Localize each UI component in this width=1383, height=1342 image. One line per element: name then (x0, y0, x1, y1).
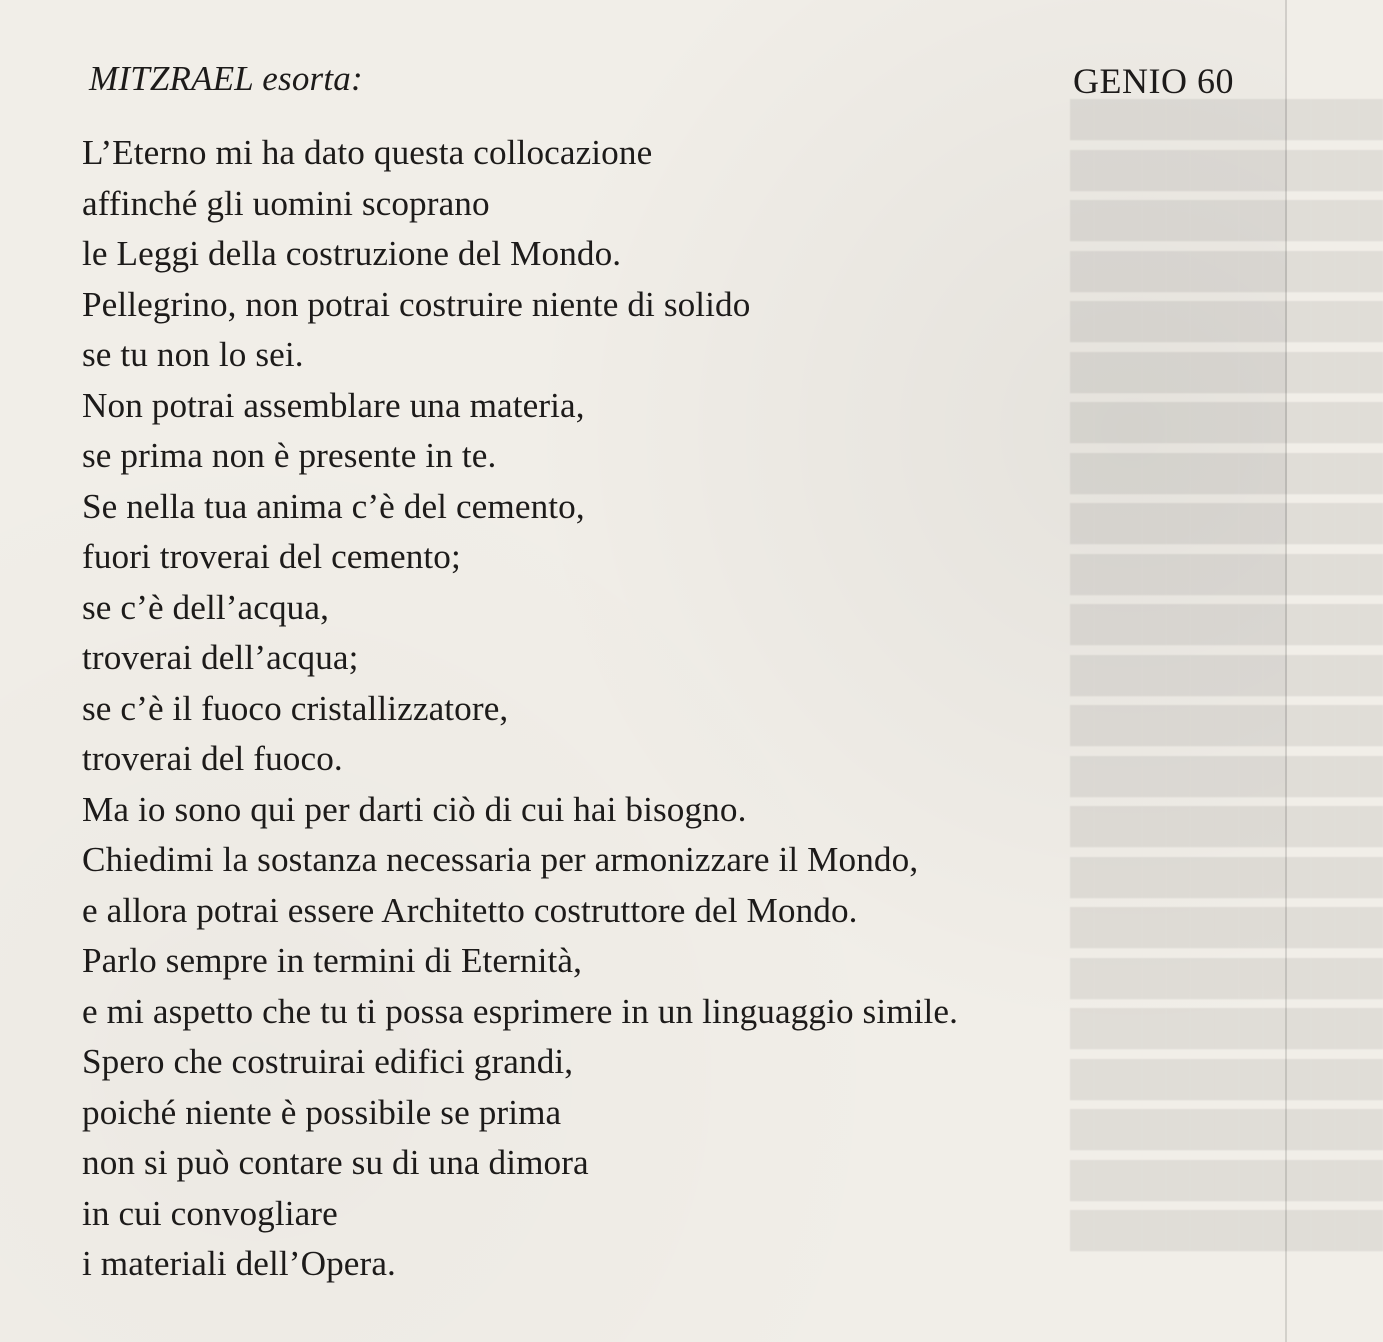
speaker-heading (89, 58, 363, 100)
poem-line: non si può contare su di una dimora (82, 1143, 589, 1182)
poem-line: Ma io sono qui per darti ciò di cui hai bisogno. (82, 789, 747, 829)
poem-line: troverai dell’acqua; (82, 638, 359, 677)
show-through-texture: █████████████ █████████████ █████████████ █████████████ █████████████ █████████████ █████████████ █████████████ █████████████ █████████████ █████████████ █████████████ █████████████ █████████████ █████████████ █████████████ █████████████ █████████████ █████████████ █████████████ █████████████ █████████████ █████████████ (1070, 101, 1383, 1249)
poem-line: se tu non lo sei. (82, 335, 304, 374)
poem-line: le Leggi della costruzione del Mondo. (82, 234, 622, 273)
poem-line: affinché gli uomini scoprano (82, 183, 490, 223)
poem-line: Se nella tua anima c’è del cemento, (82, 486, 585, 526)
poem-line: Spero che costruirai edifici grandi, (82, 1042, 574, 1081)
speaker-verb: esorta (262, 59, 351, 98)
poem-line: i materiali dell’Opera. (82, 1244, 396, 1283)
poem-line: fuori troverai del cemento; (82, 537, 461, 576)
poem-line: L’Eterno mi ha dato questa collocazione (82, 133, 653, 172)
page-edge-shadow (1285, 0, 1287, 1342)
poem-line: Non potrai assemblare una materia, (82, 385, 585, 425)
poem-line: troverai del fuoco. (82, 739, 343, 778)
speaker-colon: : (350, 59, 363, 98)
speaker-name: MITZRAEL (89, 59, 254, 98)
poem-body (82, 128, 1252, 1290)
poem-line: se c’è il fuoco cristallizzatore, (82, 688, 509, 728)
poem-line: in cui convogliare (82, 1193, 338, 1233)
poem-line: Parlo sempre in termini di Eternità, (82, 941, 583, 980)
poem-line: Chiedimi la sostanza necessaria per armonizzare il Mondo, (82, 840, 919, 879)
poem-line: poiché niente è possibile se prima (82, 1092, 562, 1132)
poem-line: se prima non è presente in te. (82, 436, 497, 475)
poem-line: e allora potrai essere Architetto costruttore del Mondo. (82, 890, 858, 930)
poem-line: e mi aspetto che tu ti possa esprimere in un linguaggio simile. (82, 991, 959, 1031)
genio-title: GENIO 60 (1073, 61, 1234, 101)
poem-line: Pellegrino, non potrai costruire niente di solido (82, 284, 751, 324)
poem-line: se c’è dell’acqua, (82, 587, 329, 627)
